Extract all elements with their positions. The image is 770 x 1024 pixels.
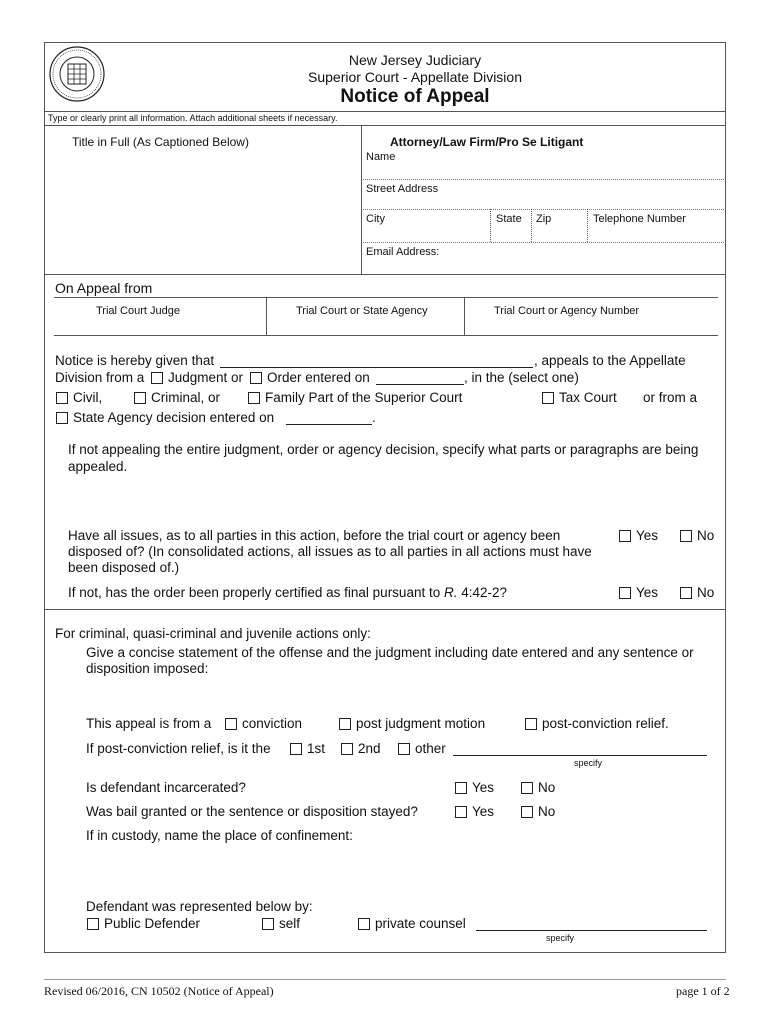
city-label: City — [366, 213, 385, 225]
tax-court-checkbox[interactable] — [542, 392, 554, 404]
revision-note: Revised 06/2016, CN 10502 (Notice of Appeal) — [44, 984, 274, 998]
street-label: Street Address — [366, 183, 439, 195]
certified-yes-checkbox[interactable] — [619, 587, 631, 599]
appellant-name-line[interactable] — [220, 367, 533, 368]
represented-heading: Defendant was represented below by: — [86, 899, 313, 914]
page-title: Notice of Appeal — [340, 86, 490, 107]
criminal-heading: For criminal, quasi-criminal and juvenile actions only: — [55, 626, 371, 641]
issues-no-label: No — [697, 528, 715, 543]
certified-no-label: No — [697, 585, 715, 600]
private-counsel-specify-line[interactable] — [476, 930, 707, 931]
page-number: page 1 of 2 — [676, 984, 730, 998]
incarcerated-no-checkbox[interactable] — [521, 782, 533, 794]
email-label: Email Address: — [366, 246, 440, 258]
custody-question: If in custody, name the place of confinement: — [86, 828, 353, 843]
public-defender-label: Public Defender — [104, 916, 201, 931]
certified-no-checkbox[interactable] — [680, 587, 692, 599]
family-part-checkbox[interactable] — [248, 392, 260, 404]
bail-question: Was bail granted or the sentence or disposition stayed? — [86, 804, 418, 819]
family-part-label: Family Part of the Superior Court — [265, 390, 463, 405]
certified-yes-label: Yes — [636, 585, 659, 600]
agency-date-line[interactable] — [286, 424, 372, 425]
conviction-checkbox[interactable] — [225, 718, 237, 730]
parts-line2: appealed. — [68, 459, 128, 474]
first-checkbox[interactable] — [290, 743, 302, 755]
other-specify-line[interactable] — [453, 755, 707, 756]
title-in-full-label: Title in Full (As Captioned Below) — [72, 135, 249, 149]
post-judgment-label: post judgment motion — [356, 716, 486, 731]
other-specify-caption: specify — [574, 758, 603, 768]
other-label: other — [415, 741, 446, 756]
division-name: Superior Court - Appellate Division — [308, 69, 522, 85]
on-appeal-heading: On Appeal from — [55, 280, 153, 296]
civil-label: Civil, — [73, 390, 103, 405]
order-label: Order entered on — [267, 370, 370, 385]
criminal-label: Criminal, or — [151, 390, 221, 405]
trial-agency-label: Trial Court or State Agency — [296, 305, 428, 317]
issues-line3: been disposed of.) — [68, 560, 180, 575]
post-conviction-label: post-conviction relief. — [542, 716, 669, 731]
name-label: Name — [366, 151, 396, 163]
incarcerated-yes-checkbox[interactable] — [455, 782, 467, 794]
judgment-label: Judgment or — [168, 370, 244, 385]
issues-no-checkbox[interactable] — [680, 530, 692, 542]
civil-checkbox[interactable] — [56, 392, 68, 404]
bail-yes-label: Yes — [472, 804, 495, 819]
post-judgment-checkbox[interactable] — [339, 718, 351, 730]
org-name: New Jersey Judiciary — [348, 52, 482, 68]
parts-line1: If not appealing the entire judgment, order or agency decision, specify what parts or paragraphs are being — [68, 442, 699, 457]
appeal-from-label: This appeal is from a — [86, 716, 212, 731]
tax-court-label: Tax Court — [559, 390, 617, 405]
notice-line2-start: Division from a — [55, 370, 145, 385]
issues-yes-checkbox[interactable] — [619, 530, 631, 542]
incarcerated-yes-label: Yes — [472, 780, 495, 795]
criminal-checkbox[interactable] — [134, 392, 146, 404]
other-checkbox[interactable] — [398, 743, 410, 755]
notice-line2-end: , in the (select one) — [464, 370, 579, 385]
judgment-checkbox[interactable] — [151, 372, 163, 384]
notice-line1-start: Notice is hereby given that — [55, 353, 215, 368]
incarcerated-no-label: No — [538, 780, 556, 795]
conviction-label: conviction — [242, 716, 303, 731]
agency-decision-label: State Agency decision entered on — [73, 410, 275, 425]
agency-decision-checkbox[interactable] — [56, 412, 68, 424]
statement-line2: disposition imposed: — [86, 661, 209, 676]
second-label: 2nd — [358, 741, 381, 756]
certified-question: If not, has the order been properly certified as final pursuant to R. 4:42-2? — [68, 585, 508, 600]
self-label: self — [279, 916, 301, 931]
notice-line1-end: , appeals to the Appellate — [534, 353, 686, 368]
incarcerated-question: Is defendant incarcerated? — [86, 780, 246, 795]
bail-no-label: No — [538, 804, 556, 819]
self-checkbox[interactable] — [262, 918, 274, 930]
public-defender-checkbox[interactable] — [87, 918, 99, 930]
order-checkbox[interactable] — [250, 372, 262, 384]
issues-line2: disposed of? (In consolidated actions, all issues as to all parties in all actions must have — [68, 544, 592, 559]
first-label: 1st — [307, 741, 326, 756]
trial-judge-label: Trial Court Judge — [96, 305, 180, 317]
order-date-line[interactable] — [376, 384, 464, 385]
second-checkbox[interactable] — [341, 743, 353, 755]
or-from-label: or from a — [643, 390, 698, 405]
private-counsel-checkbox[interactable] — [358, 918, 370, 930]
private-specify-caption: specify — [546, 933, 575, 943]
agency-number-label: Trial Court or Agency Number — [494, 305, 640, 317]
instruction-text: Type or clearly print all information. Attach additional sheets if necessary. — [48, 113, 338, 123]
statement-line1: Give a concise statement of the offense and the judgment including date entered and any sentence or — [86, 645, 694, 660]
pcr-question: If post-conviction relief, is it the — [86, 741, 271, 756]
telephone-label: Telephone Number — [593, 213, 686, 225]
bail-no-checkbox[interactable] — [521, 806, 533, 818]
state-label: State — [496, 213, 522, 225]
private-counsel-label: private counsel — [375, 916, 466, 931]
issues-line1: Have all issues, as to all parties in this action, before the trial court or agency been — [68, 528, 561, 543]
agency-date-period: . — [372, 410, 376, 425]
attorney-heading: Attorney/Law Firm/Pro Se Litigant — [390, 135, 584, 149]
zip-label: Zip — [536, 213, 552, 225]
issues-yes-label: Yes — [636, 528, 659, 543]
post-conviction-checkbox[interactable] — [525, 718, 537, 730]
bail-yes-checkbox[interactable] — [455, 806, 467, 818]
